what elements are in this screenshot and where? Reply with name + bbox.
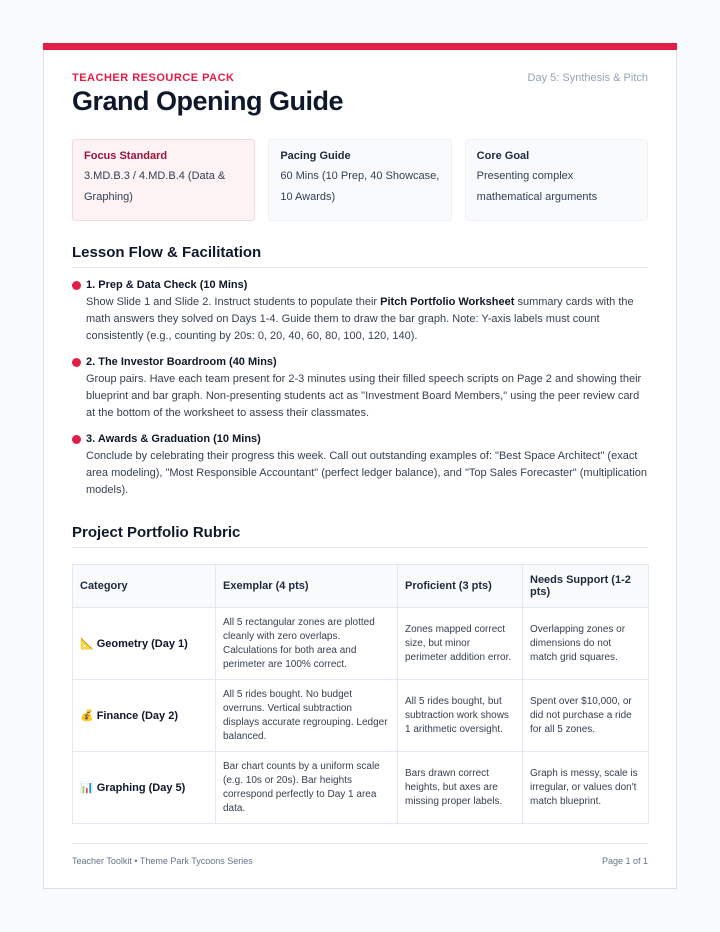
accent-bar [43,43,677,50]
page-header [72,50,648,130]
step-description [72,294,648,345]
exemplar-cell: Bar chart counts by a uniform scale (e.g. 10s or 20s). Bar heights correspond perfectly to Day 1 area data. [216,752,398,824]
support-cell: Overlapping zones or dimensions do not match grid squares. [523,608,649,680]
pacing-guide-card [268,139,451,221]
day-label: Day 5: Synthesis & Pitch [527,72,648,84]
lesson-step [72,356,648,422]
core-goal-card [465,139,648,221]
category-cell [73,752,216,824]
support-cell: Graph is messy, scale is irregular, or values don't match blueprint. [523,752,649,824]
step-text-part: summary cards with the math answers they solved on Days 1-4. Guide them to draw the bar graph. Note: Y-axis labels must count consistently (e.g., counting by 20s: 0, 20, 40, 60, 80, 100, 120, 140). [86,296,634,342]
footer-series: Teacher Toolkit • Theme Park Tycoons Series [72,856,253,866]
page-title: Grand Opening Guide [72,86,344,116]
focus-standard-card [72,139,255,221]
exemplar-cell: All 5 rectangular zones are plotted cleanly with zero overlaps. Calculations for both area and perimeter are 100% correct. [216,608,398,680]
step-title: 2. The Investor Boardroom (40 Mins) [86,356,277,368]
column-header: Proficient (3 pts) [398,565,523,608]
resource-kicker: TEACHER RESOURCE PACK [72,72,235,84]
category-label: Graphing (Day 5) [96,781,186,794]
column-header: Category [73,565,216,608]
info-cards [72,139,648,221]
table-row [73,752,649,824]
category-cell [73,680,216,752]
step-description: Group pairs. Have each team present for 2-3 minutes using their filled speech scripts on Page 2 and showing their blueprint and bar graph. Non-presenting students act as "Investment Board Members," using the peer review card at the bottom of the worksheet to assess their classmates. [86,373,642,419]
proficient-cell: Zones mapped correct size, but minor perimeter addition error. [398,608,523,680]
card-title: Pacing Guide [280,150,351,162]
column-header: Exemplar (4 pts) [216,565,398,608]
ruler-icon: 📐 [80,637,94,650]
exemplar-cell: All 5 rides bought. No budget overruns. Vertical subtraction displays accurate regrouping. Ledger balanced. [216,680,398,752]
bar-chart-icon: 📊 [80,781,94,794]
card-title: Core Goal [476,150,530,162]
step-heading [72,433,648,445]
card-title: Focus Standard [84,150,168,162]
table-header-row [73,565,649,608]
table-row [73,680,649,752]
support-cell: Spent over $10,000, or did not purchase a ride for all 5 zones. [523,680,649,752]
lesson-step [72,433,648,499]
category-label: Geometry (Day 1) [96,637,188,650]
column-header: Needs Support (1-2 pts) [523,565,649,608]
card-text: Presenting complex mathematical arguments [476,170,598,203]
card-text: 3.MD.B.3 / 4.MD.B.4 (Data & Graphing) [84,170,226,203]
bullet-dot-icon [72,358,81,367]
lesson-step [72,279,648,345]
worksheet-name: Pitch Portfolio Worksheet [380,296,515,308]
document-page [43,43,677,889]
bullet-dot-icon [72,435,81,444]
category-cell [73,608,216,680]
step-description: Conclude by celebrating their progress this week. Call out outstanding examples of: "Best Space Architect" (exact area modeling), "Most Responsible Accountant" (perfect ledger balance), and "Top Sales Forecaster" (multiplication models). [86,450,648,496]
step-heading [72,279,648,291]
proficient-cell: Bars drawn correct heights, but axes are missing proper labels. [398,752,523,824]
card-text: 60 Mins (10 Prep, 40 Showcase, 10 Awards) [280,170,440,203]
proficient-cell: All 5 rides bought, but subtraction work shows 1 arithmetic oversight. [398,680,523,752]
category-label: Finance (Day 2) [96,709,179,722]
rubric-heading: Project Portfolio Rubric [72,524,648,548]
money-bag-icon: 💰 [80,709,94,722]
step-title: 1. Prep & Data Check (10 Mins) [86,279,248,291]
bullet-dot-icon [72,281,81,290]
page-number: Page 1 of 1 [601,856,648,866]
step-text-part: Show Slide 1 and Slide 2. Instruct students to populate their [86,296,381,308]
page-footer [72,843,648,866]
lesson-flow-heading: Lesson Flow & Facilitation [72,244,648,268]
rubric-table [72,564,649,824]
table-row [73,608,649,680]
step-heading [72,356,648,368]
step-title: 3. Awards & Graduation (10 Mins) [86,433,261,445]
